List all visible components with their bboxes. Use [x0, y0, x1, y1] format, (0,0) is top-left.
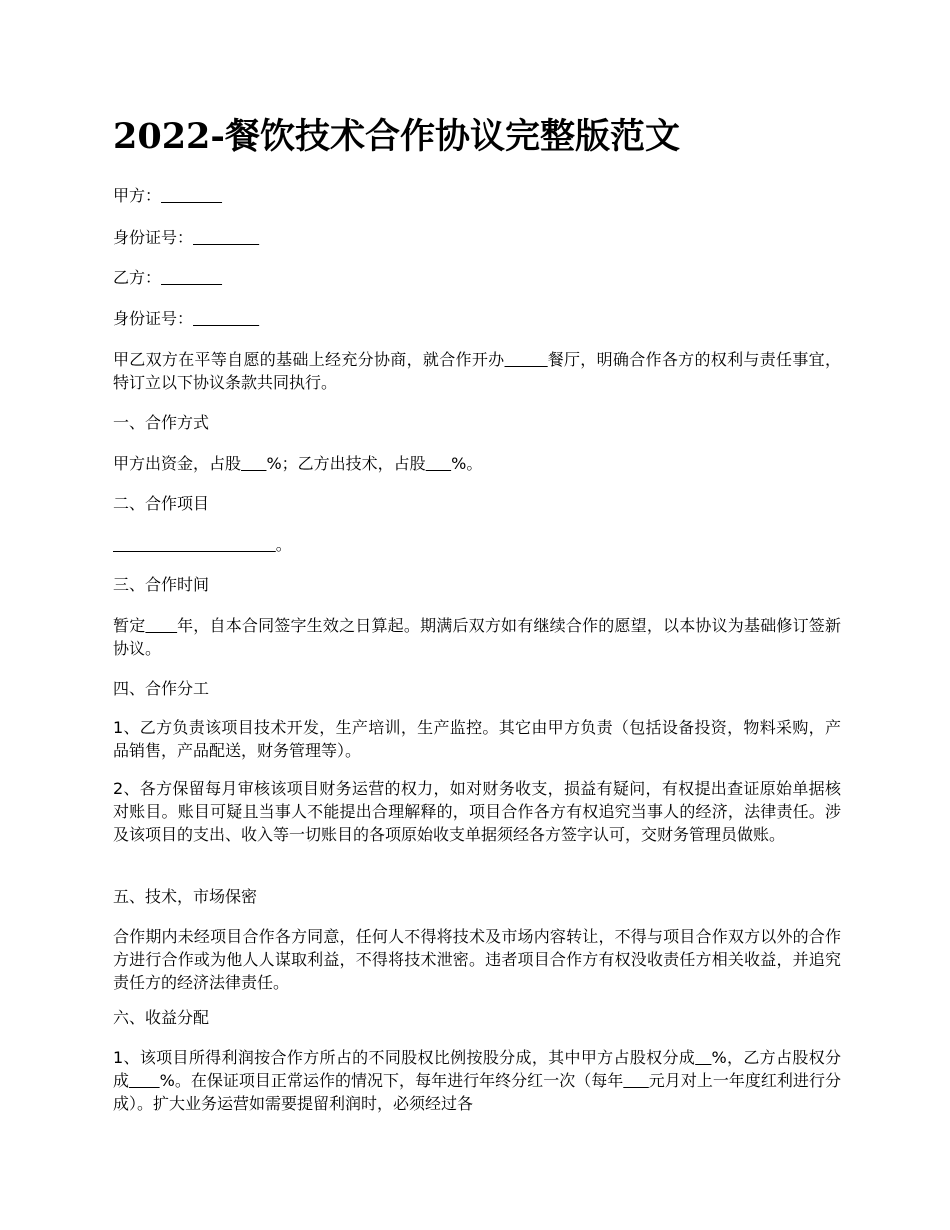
party-b-blank [161, 268, 222, 287]
intro-text-end: 餐厅，明确合作各方的权利与责任事宜，特订立以下协议条款共同执行。 [113, 350, 841, 392]
s6-text-end: 元月对上一年度红利进行分成）。扩大业务运营如需要提留利润时，必须经过各 [113, 1071, 841, 1113]
section-3-heading: 三、合作时间 [113, 575, 210, 594]
section-6-paragraph-1 [113, 1046, 841, 1115]
document-title: 2022-餐饮技术合作协议完整版范文 [113, 116, 680, 157]
party-b-line [113, 266, 841, 289]
id-a-blank [193, 228, 259, 247]
s3-text-start: 暂定 [113, 616, 146, 635]
party-a-profit-blank [695, 1048, 711, 1067]
s3-text-end: 年，自本合同签字生效之日算起。期满后双方如有继续合作的愿望，以本协议为基础修订签新协议。 [113, 616, 841, 658]
section-2-body [113, 533, 841, 556]
id-b-label: 身份证号： [113, 309, 194, 328]
party-a-line [113, 184, 841, 207]
section-4-paragraph-1: 1、乙方负责该项目技术开发，生产培训，生产监控。其它由甲方负责（包括设备投资，物料采购，产品销售，产品配送，财务管理等）。 [113, 718, 841, 760]
s6-text-start: 1、该项目所得利润按合作方所占的不同股权比例按股分成，其中甲方占股权分成 [113, 1048, 696, 1067]
s6-text-mid-1: %，乙方占股权分成 [113, 1048, 841, 1090]
id-b-blank [193, 309, 259, 328]
section-4-heading: 四、合作分工 [113, 679, 210, 698]
section-1-body [113, 452, 841, 475]
dividend-year-blank [623, 1071, 649, 1090]
s2-text-end: 。 [275, 535, 292, 554]
section-3-body [113, 614, 841, 660]
section-5-heading: 五、技术，市场保密 [113, 887, 258, 906]
party-b-share-blank [426, 454, 451, 473]
s1-text-end: %。 [451, 454, 483, 473]
party-a-share-blank [241, 454, 266, 473]
section-6-heading: 六、收益分配 [113, 1008, 210, 1027]
party-b-profit-blank [129, 1071, 160, 1090]
project-blank [113, 535, 276, 554]
party-a-blank [161, 186, 222, 205]
id-a-label: 身份证号： [113, 228, 194, 247]
s1-text-start: 甲方出资金，占股 [113, 454, 242, 473]
id-b-line [113, 307, 841, 330]
restaurant-name-blank [505, 350, 548, 369]
section-5-paragraph: 合作期内未经项目合作各方同意，任何人不得将技术及市场内容转让，不得与项目合作双方以外的合作方进行合作或为他人人谋取利益，不得将技术泄密。违者项目合作方有权没收责任方相关收益，并追究责任方的经济法律责任。 [113, 927, 841, 992]
section-2-heading: 二、合作项目 [113, 494, 210, 513]
section-4-paragraph-2: 2、各方保留每月审核该项目财务运营的权力，如对财务收支，损益有疑问，有权提出查证原始单据核对账目。账目可疑且当事人不能提出合理解释的，项目合作各方有权追究当事人的经济，法律责任。涉及该项目的支出、收入等一切账目的各项原始收支单据须经各方签字认可，交财务管理员做账。 [113, 779, 841, 844]
party-a-label: 甲方： [113, 186, 162, 205]
section-1-heading: 一、合作方式 [113, 413, 210, 432]
intro-text-start: 甲乙双方在平等自愿的基础上经充分协商，就合作开办 [113, 350, 505, 369]
id-a-line [113, 226, 841, 249]
intro-paragraph [113, 348, 841, 394]
duration-blank [145, 616, 177, 635]
s1-text-mid: %；乙方出技术，占股 [266, 454, 426, 473]
s6-text-mid-2: %。在保证项目正常运作的情况下，每年进行年终分红一次（每年 [159, 1071, 624, 1090]
party-b-label: 乙方： [113, 268, 162, 287]
